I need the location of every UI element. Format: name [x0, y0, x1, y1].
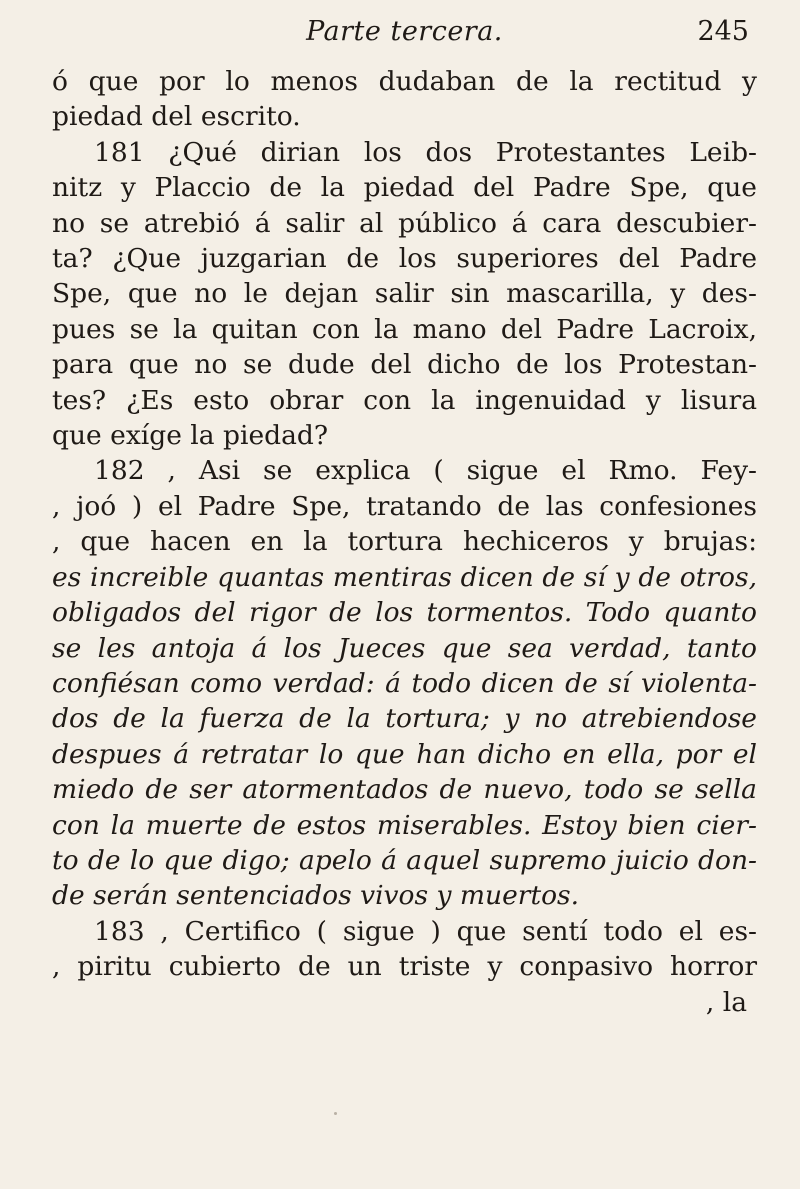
text-line: es increible quantas mentiras dicen de sí y de otros, [52, 561, 757, 593]
text-line: 182 , Asi se explica ( sigue el Rmo. Fey- [94, 455, 757, 487]
text-line: , que hacen en la tortura hechiceros y brujas: [52, 526, 757, 558]
text-line: miedo de ser atormentados de nuevo, todo se sella [52, 774, 757, 806]
text-line: ó que por lo menos dudaban de la rectitud y [52, 66, 757, 97]
text-line: , joó ) el Padre Spe, tratando de las confesiones [52, 490, 757, 522]
text-line: tes? ¿Es esto obrar con la ingenuidad y lisura [52, 384, 757, 416]
text-line: obligados del rigor de los tormentos. Todo quanto [52, 597, 757, 629]
text-line: 181 ¿Qué dirian los dos Protestantes Leib- [94, 136, 757, 168]
text-line: no se atrebió á salir al público á cara descubier- [52, 207, 757, 239]
text-line: to de lo que digo; apelo á aquel supremo juicio don- [52, 844, 757, 876]
body-text [52, 64, 757, 1020]
text-line: confiésan como verdad: á todo dicen de sí violenta- [52, 667, 757, 699]
running-title: Parte tercera. [306, 16, 503, 47]
book-page [52, 0, 757, 1189]
text-line: de serán sentenciados vivos y muertos. [52, 880, 580, 912]
page-header [52, 0, 757, 64]
text-line: 183 , Certifico ( sigue ) que sentí todo el es- [94, 915, 757, 947]
text-line: pues se la quitan con la mano del Padre Lacroix, [52, 313, 757, 345]
text-line: , piritu cubierto de un triste y conpasivo horror [52, 951, 757, 983]
text-line: dos de la fuerza de la tortura; y no atrebiendose [52, 703, 757, 735]
text-line: que exíge la piedad? [52, 420, 329, 452]
text-line: con la muerte de estos miserables. Estoy bien cier- [52, 809, 757, 841]
text-line: Spe, que no le dejan salir sin mascarilla, y des- [52, 278, 757, 310]
text-line: despues á retratar lo que han dicho en ella, por el [52, 738, 757, 770]
catchword: , la [705, 986, 747, 1018]
text-line: para que no se dude del dicho de los Protestan- [52, 349, 757, 381]
page-number: 245 [697, 16, 749, 47]
paper-speck [334, 1112, 337, 1115]
text-line: se les antoja á los Jueces que sea verdad, tanto [52, 632, 757, 664]
text-line: nitz y Placcio de la piedad del Padre Spe, que [52, 172, 757, 204]
text-line: ta? ¿Que juzgarian de los superiores del Padre [52, 243, 757, 275]
text-line: piedad del escrito. [52, 101, 301, 133]
